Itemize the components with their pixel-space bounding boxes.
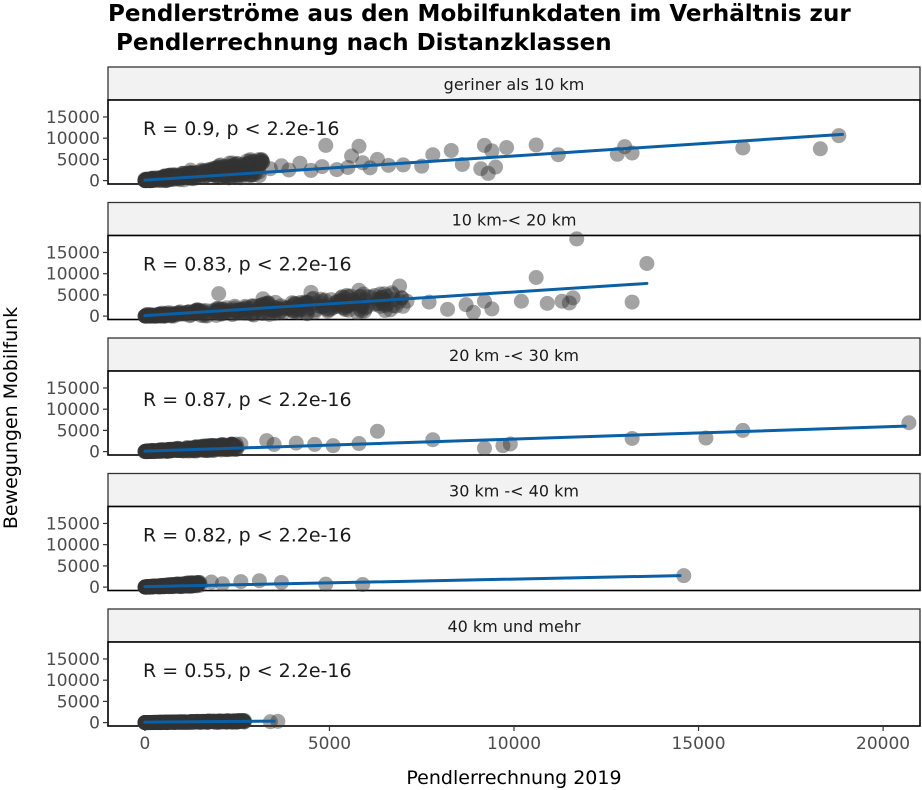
- y-tick-label: 10000: [45, 535, 100, 556]
- data-point: [315, 159, 330, 174]
- chart-subtitle: Pendlerrechnung nach Distanzklassen: [108, 30, 612, 56]
- x-tick-label: 20000: [856, 734, 911, 754]
- data-point: [514, 294, 529, 309]
- y-tick-label: 5000: [56, 285, 100, 306]
- data-point: [425, 432, 440, 447]
- data-point: [374, 290, 389, 305]
- correlation-annotation: [143, 118, 340, 140]
- x-tick-label: 15000: [671, 734, 726, 754]
- data-point: [488, 160, 503, 175]
- data-point: [252, 573, 267, 588]
- correlation-p: p < 2.2e-16: [238, 253, 352, 276]
- data-point: [901, 415, 916, 430]
- strip-label: 40 km und mehr: [447, 617, 581, 636]
- strip-label: 20 km -< 30 km: [449, 346, 579, 365]
- correlation-p: p < 2.2e-16: [238, 389, 352, 411]
- y-tick-label: 15000: [45, 378, 100, 399]
- correlation-p: p < 2.2e-16: [238, 524, 352, 547]
- data-point: [466, 305, 481, 320]
- data-point: [540, 296, 555, 311]
- facet-panel: [46, 474, 920, 599]
- strip-label: 30 km -< 40 km: [449, 481, 579, 501]
- x-axis: [139, 726, 910, 754]
- data-point: [529, 270, 544, 285]
- data-point: [370, 424, 385, 439]
- facet-panel: [46, 338, 920, 463]
- y-tick-label: 0: [89, 307, 100, 328]
- data-point: [444, 143, 459, 158]
- chart-title: Pendlerströme aus den Mobilfunkdaten im Verhältnis zur: [108, 1, 851, 27]
- data-point: [625, 295, 640, 310]
- data-point: [813, 141, 828, 156]
- data-point: [351, 283, 366, 298]
- x-axis-title: Pendlerrechnung 2019: [406, 767, 622, 789]
- y-tick-label: 10000: [45, 129, 100, 150]
- y-tick-label: 10000: [45, 264, 100, 285]
- strip-label: geriner als 10 km: [443, 75, 585, 94]
- data-point: [569, 231, 584, 246]
- y-tick-label: 5000: [56, 150, 100, 171]
- facet-panel: [46, 609, 920, 734]
- data-point: [256, 291, 271, 306]
- y-tick-label: 0: [89, 578, 100, 599]
- y-tick-label: 15000: [45, 514, 100, 535]
- correlation-annotation: [143, 389, 352, 411]
- correlation-annotation: [143, 660, 352, 682]
- facet-panel: [46, 203, 920, 328]
- y-tick-label: 15000: [45, 243, 100, 264]
- data-point: [625, 431, 640, 446]
- data-point: [440, 302, 455, 317]
- correlation-r: R = 0.82,: [143, 524, 233, 547]
- data-point: [529, 137, 544, 152]
- data-point: [351, 139, 366, 154]
- y-tick-label: 0: [89, 713, 100, 734]
- regression-line: [145, 721, 274, 722]
- data-point: [289, 436, 304, 451]
- y-tick-label: 15000: [45, 107, 100, 128]
- correlation-r: R = 0.83,: [143, 253, 233, 276]
- data-point: [639, 256, 654, 271]
- correlation-p: p < 2.2e-16: [226, 118, 340, 140]
- y-tick-label: 0: [89, 442, 100, 463]
- data-point: [318, 138, 333, 153]
- x-tick-label: 5000: [307, 734, 352, 754]
- data-point: [227, 157, 242, 172]
- data-point: [183, 307, 198, 322]
- data-point: [304, 285, 319, 300]
- data-point: [499, 140, 514, 155]
- correlation-annotation: [143, 525, 352, 547]
- correlation-r: R = 0.55,: [143, 660, 233, 682]
- x-tick-label: 10000: [486, 734, 542, 754]
- y-tick-label: 10000: [45, 671, 100, 692]
- facet-panels: [46, 67, 920, 734]
- correlation-annotation: [143, 254, 352, 276]
- y-tick-label: 5000: [56, 556, 100, 577]
- data-point: [267, 437, 282, 452]
- data-point: [399, 294, 414, 309]
- data-point: [566, 290, 581, 305]
- y-axis-title: Bewegungen Mobilfunk: [0, 306, 22, 530]
- y-tick-label: 5000: [56, 692, 100, 713]
- data-point: [211, 286, 226, 301]
- panel-border: [108, 642, 920, 726]
- y-tick-label: 10000: [45, 400, 100, 421]
- data-point: [283, 301, 298, 316]
- facet-panel: [46, 67, 920, 192]
- x-tick-label: 0: [139, 734, 151, 754]
- data-point: [233, 574, 248, 589]
- correlation-r: R = 0.9,: [143, 118, 221, 140]
- strip-label: 10 km-< 20 km: [451, 210, 577, 230]
- y-tick-label: 0: [89, 171, 100, 192]
- data-point: [392, 278, 407, 293]
- correlation-p: p < 2.2e-16: [238, 660, 352, 682]
- data-point: [477, 441, 492, 456]
- y-tick-label: 5000: [56, 421, 100, 442]
- data-point: [355, 577, 370, 592]
- y-tick-label: 15000: [45, 649, 100, 670]
- correlation-r: R = 0.87,: [143, 389, 233, 411]
- data-point: [484, 301, 499, 316]
